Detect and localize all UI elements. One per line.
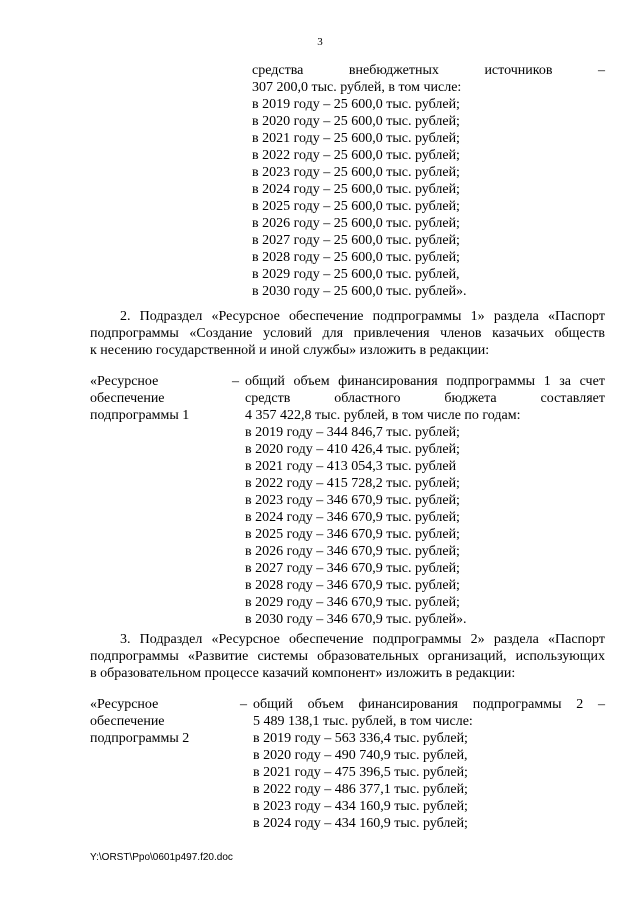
paragraph-word: «Паспорт xyxy=(548,309,605,324)
paragraph-line xyxy=(90,665,605,682)
paragraph-line xyxy=(90,325,605,342)
text-line xyxy=(245,407,605,424)
text-line xyxy=(252,79,605,96)
text-word: в 2024 году – 346 670,9 тыс. рублей; xyxy=(245,510,460,525)
text-word: в 2028 году – 346 670,9 тыс. рублей; xyxy=(245,578,460,593)
text-word: в 2025 году – 346 670,9 тыс. рублей; xyxy=(245,527,460,542)
text-word: в 2024 году – 25 600,0 тыс. рублей; xyxy=(252,182,460,197)
paragraph-word: Подраздел xyxy=(139,309,203,324)
text-word: в 2022 году – 486 377,1 тыс. рублей; xyxy=(253,782,468,797)
paragraph-word: привлечения xyxy=(353,326,430,341)
text-line xyxy=(253,764,605,781)
extrabudget-funding-block xyxy=(252,62,605,300)
paragraph-line xyxy=(90,631,605,648)
paragraph-word: «Ресурсное xyxy=(211,632,280,647)
paragraph-text: в образовательном процессе казачий компонент» изложить в редакции: xyxy=(90,666,516,681)
paragraph-word: казачьих xyxy=(492,326,544,341)
paragraph-line xyxy=(90,648,605,665)
label-line: обеспечение xyxy=(90,714,165,729)
text-word: общий xyxy=(245,374,285,389)
paragraph-word: Подраздел xyxy=(139,632,203,647)
paragraph-word: подпрограммы xyxy=(90,326,179,341)
text-word: в 2019 году – 563 336,4 тыс. рублей; xyxy=(253,731,468,746)
text-word: в 2021 году – 25 600,0 тыс. рублей; xyxy=(252,131,460,146)
label-line: подпрограммы 2 xyxy=(90,731,190,746)
text-line xyxy=(252,266,605,283)
text-word: средств xyxy=(245,391,291,406)
text-line xyxy=(253,798,605,815)
text-word: в 2023 году – 25 600,0 тыс. рублей; xyxy=(252,165,460,180)
text-word: в 2023 году – 434 160,9 тыс. рублей; xyxy=(253,799,468,814)
text-word: средства xyxy=(252,63,304,78)
text-line xyxy=(245,475,605,492)
paragraph-word: 3. xyxy=(120,632,131,647)
text-word: 2 xyxy=(576,697,584,712)
text-line xyxy=(252,181,605,198)
text-word: бюджета xyxy=(444,391,497,406)
paragraph-2 xyxy=(90,308,605,359)
text-word: в 2023 году – 346 670,9 тыс. рублей; xyxy=(245,493,460,508)
text-word: объем xyxy=(293,374,330,389)
text-line xyxy=(252,215,605,232)
label-line: «Ресурсное xyxy=(90,374,159,389)
text-word: в 2030 году – 25 600,0 тыс. рублей». xyxy=(252,284,467,299)
text-word: объем xyxy=(307,697,344,712)
text-word: 5 489 138,1 тыс. рублей, в том числе: xyxy=(253,714,473,729)
section2-dash: – xyxy=(232,374,239,389)
text-word: – xyxy=(597,63,605,78)
text-word: в 2026 году – 346 670,9 тыс. рублей; xyxy=(245,544,460,559)
paragraph-line xyxy=(90,342,605,359)
text-line xyxy=(245,577,605,594)
paragraph-line xyxy=(90,308,605,325)
paragraph-word: 2. xyxy=(120,309,131,324)
text-word: в 2020 году – 490 740,9 тыс. рублей, xyxy=(253,748,468,763)
text-line xyxy=(252,130,605,147)
paragraph-word: 2» xyxy=(470,632,485,647)
text-line xyxy=(253,713,605,730)
text-line xyxy=(245,441,605,458)
text-word: за xyxy=(559,374,572,389)
paragraph-word: использующих xyxy=(515,649,605,664)
text-line xyxy=(252,96,605,113)
text-line xyxy=(245,594,605,611)
text-word: в 2019 году – 344 846,7 тыс. рублей; xyxy=(245,425,460,440)
text-line xyxy=(252,198,605,215)
text-word: финансирования xyxy=(358,697,458,712)
text-line xyxy=(245,509,605,526)
text-line xyxy=(252,164,605,181)
section3-label xyxy=(90,696,230,747)
text-word: в 2026 году – 25 600,0 тыс. рублей; xyxy=(252,216,460,231)
paragraph-text: к несению государственной и иной службы» изложить в редакции: xyxy=(90,343,490,358)
text-word: в 2030 году – 346 670,9 тыс. рублей». xyxy=(245,612,467,627)
text-line xyxy=(253,815,605,832)
page-number: 3 xyxy=(317,36,323,48)
paragraph-word: раздела xyxy=(493,632,539,647)
text-line xyxy=(252,62,605,79)
paragraph-word: системы xyxy=(257,649,308,664)
paragraph-word: для xyxy=(322,326,344,341)
paragraph-word: «Создание xyxy=(189,326,253,341)
paragraph-word: подпрограммы xyxy=(372,632,462,647)
text-line xyxy=(245,492,605,509)
paragraph-word: подпрограммы xyxy=(372,309,462,324)
text-word: в 2024 году – 434 160,9 тыс. рублей; xyxy=(253,816,468,831)
text-word: 307 200,0 тыс. рублей, в том числе: xyxy=(252,80,462,95)
paragraph-word: условий xyxy=(263,326,312,341)
paragraph-word: «Ресурсное xyxy=(211,309,280,324)
text-word: в 2021 году – 475 396,5 тыс. рублей; xyxy=(253,765,468,780)
text-line xyxy=(253,730,605,747)
label-line: подпрограммы 1 xyxy=(90,408,190,423)
text-line xyxy=(253,696,605,713)
section2-funding-block xyxy=(245,373,605,628)
text-line xyxy=(252,113,605,130)
text-word: в 2029 году – 346 670,9 тыс. рублей; xyxy=(245,595,460,610)
section3-funding-block xyxy=(253,696,605,832)
paragraph-word: образовательных xyxy=(317,649,419,664)
text-word: 4 357 422,8 тыс. рублей, в том числе по годам: xyxy=(245,408,521,423)
text-word: внебюджетных xyxy=(348,63,439,78)
text-word: составляет xyxy=(540,391,605,406)
text-word: источников xyxy=(484,63,553,78)
text-word: в 2025 году – 25 600,0 тыс. рублей; xyxy=(252,199,460,214)
text-word: в 2020 году – 25 600,0 тыс. рублей; xyxy=(252,114,460,129)
text-line xyxy=(245,390,605,407)
text-line xyxy=(245,424,605,441)
text-word: областного xyxy=(334,391,401,406)
text-line xyxy=(252,147,605,164)
text-word: в 2027 году – 25 600,0 тыс. рублей; xyxy=(252,233,460,248)
text-line xyxy=(245,458,605,475)
text-line xyxy=(245,611,605,628)
paragraph-3 xyxy=(90,631,605,682)
text-line xyxy=(245,526,605,543)
text-word: в 2028 году – 25 600,0 тыс. рублей; xyxy=(252,250,460,265)
section3-dash: – xyxy=(240,697,247,712)
paragraph-word: обществ xyxy=(554,326,605,341)
label-line: «Ресурсное xyxy=(90,697,159,712)
text-word: счет xyxy=(579,374,605,389)
file-path-footer: Y:\ORST\Ppo\0601p497.f20.doc xyxy=(90,852,233,863)
paragraph-word: «Развитие xyxy=(187,649,249,664)
text-word: – xyxy=(597,697,605,712)
text-word: финансирования xyxy=(338,374,438,389)
paragraph-word: раздела xyxy=(493,309,539,324)
text-word: в 2022 году – 25 600,0 тыс. рублей; xyxy=(252,148,460,163)
text-word: в 2022 году – 415 728,2 тыс. рублей; xyxy=(245,476,460,491)
paragraph-word: организаций, xyxy=(427,649,507,664)
section2-label xyxy=(90,373,230,424)
paragraph-word: 1» xyxy=(470,309,485,324)
text-line xyxy=(252,283,605,300)
text-line xyxy=(253,781,605,798)
paragraph-word: членов xyxy=(440,326,482,341)
text-line xyxy=(253,747,605,764)
text-word: подпрограммы xyxy=(446,374,536,389)
paragraph-word: обеспечение xyxy=(288,309,364,324)
text-word: подпрограммы xyxy=(472,697,562,712)
text-word: в 2027 году – 346 670,9 тыс. рублей; xyxy=(245,561,460,576)
text-word: в 2029 году – 25 600,0 тыс. рублей, xyxy=(252,267,460,282)
paragraph-word: подпрограммы xyxy=(90,649,179,664)
text-word: в 2020 году – 410 426,4 тыс. рублей; xyxy=(245,442,460,457)
text-line xyxy=(245,543,605,560)
text-word: общий xyxy=(253,697,293,712)
paragraph-word: «Паспорт xyxy=(548,632,605,647)
label-line: обеспечение xyxy=(90,391,165,406)
text-word: 1 xyxy=(543,374,551,389)
text-line xyxy=(252,232,605,249)
text-line xyxy=(252,249,605,266)
text-line xyxy=(245,560,605,577)
paragraph-word: обеспечение xyxy=(288,632,364,647)
text-word: в 2021 году – 413 054,3 тыс. рублей xyxy=(245,459,457,474)
text-word: в 2019 году – 25 600,0 тыс. рублей; xyxy=(252,97,460,112)
text-line xyxy=(245,373,605,390)
